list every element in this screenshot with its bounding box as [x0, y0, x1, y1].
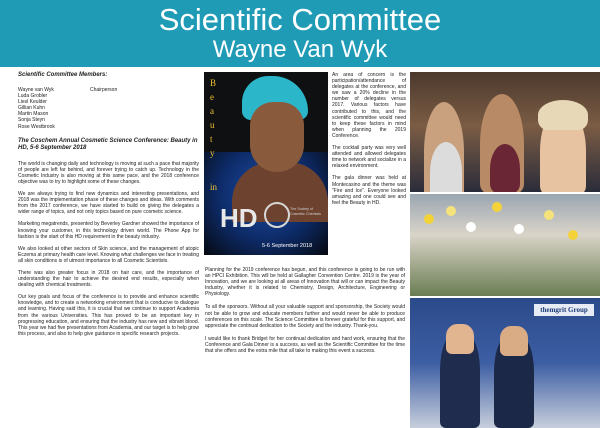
member-name: Gillian Kuhn [18, 105, 45, 112]
conference-heading: The Coschem Annual Cosmetic Science Conference: Beauty in HD, 5-6 September 2018 [18, 137, 198, 152]
member-name: Sonja Steyn [18, 117, 45, 124]
poster-face [250, 102, 304, 172]
poster-letter: B [210, 78, 217, 88]
body-paragraph: The cocktail party was very well attended and allowed delegates time to network and socialize in a relaxed environment. [332, 145, 406, 170]
committee-group-photo [410, 72, 600, 192]
photo-person-face [500, 326, 528, 356]
members-heading: Scientific Committee Members: [18, 72, 108, 78]
body-paragraph: An area of concern is the participation/attendance of delegates at the conference, and we saw a 20% decline in the number of delegates versus 2017. Various factors have contributed to this, and the scientific committee would need to keep these factors in mind when planning the 2019 Conference. [332, 72, 406, 139]
society-emblem-icon [264, 202, 290, 228]
body-paragraph: We also looked at other sectors of Skin science, and the management of atopic Eczema at primary health care level. Knowing what challenges we face in treating all skin conditions is of utmost importance to all Cosmetic Scientists. [18, 245, 199, 264]
member-name: Wayne van Wyk [18, 87, 54, 93]
poster-letter: u [210, 120, 215, 130]
poster-letter: a [210, 106, 214, 116]
gala-decor-photo [410, 194, 600, 296]
member-name: Luda Grobler [18, 93, 48, 100]
stand-banner: themgrit Group [534, 304, 594, 316]
member-row [18, 124, 199, 130]
flower-decor [492, 202, 502, 212]
body-paragraph: There was also greater focus in 2018 on hair care, and the importance of understanding the hair to achieve the desired end results, especially when dealing with chemical treatments. [18, 269, 199, 289]
member-name: Rose Westbrook [18, 123, 55, 130]
page-title: Scientific Committee [158, 2, 442, 37]
poster-hd-text: HD [220, 203, 258, 233]
photo-person-hair [538, 100, 588, 130]
flower-decor [424, 214, 434, 224]
header-banner [0, 0, 600, 67]
body-paragraph: Marketing megatrends, presented by Beverley Gardner showed the importance of knowing your customer, in this technology driven world. The Phone App for fashion is the start of this HD requirement in the beauty industry. [18, 221, 199, 240]
wide-column [205, 267, 405, 361]
body-paragraph: I would like to thank Bridget for her continual dedication and hard work, ensuring that the Conference and Gala Dinner is a success, as well as the Scientific Committee for the time that she offers and the extra mile that all take to making this event a success. [205, 335, 405, 355]
flower-decor [466, 222, 476, 232]
flower-decor [446, 206, 456, 216]
flower-decor [544, 210, 554, 220]
body-paragraph: We are always trying to find new dynamics and interesting presentations, and 2018 was the implementation phase of these changes and ideas. With comments from the 2017 conference, we have started to build on giving the delegates a wider range of topics, and not only topics based on pure cosmetic science. [18, 191, 199, 216]
middle-column [332, 72, 406, 212]
page-subtitle: Wayne Van Wyk [212, 36, 388, 63]
poster-letter: y [210, 148, 215, 158]
poster-in-text: in [210, 182, 218, 192]
photo-person-tie [490, 144, 520, 192]
body-paragraph: The gala dinner was held at Montecasino and the theme was "Fire and Ice". Everyone looked amazing and one could see and feel the Beauty in HD. [332, 175, 406, 206]
body-paragraph: To all the sponsors. Without all your valuable support and sponsorship, the Society would not be able to grow and educate members further and would never be able to produce conferences on this scale. The Science Committee is forever grateful for this support, and appreciate the continual dedication to the Society and the industry. Thank-you. [205, 304, 405, 329]
member-name: Martin Mason [18, 111, 49, 118]
exhibition-stand-photo [410, 298, 600, 428]
flower-decor [514, 224, 524, 234]
body-paragraph: Planning for the 2019 conference has begun, and this conference is going to be run with an HPCI Exhibition. This will be held at Gallagher Convention Centre. 2019 is the year of Innovation, and we are looking at all areas of Innovation that will or can impact the Beauty Industry, whether it is related to Chemistry, Design, Architecture, Engineering or Physiology. [205, 267, 405, 298]
member-role: Chairperson [90, 87, 118, 93]
member-name: Liesl Keulder [18, 99, 47, 106]
flower-decor [568, 230, 578, 240]
photo-person-face [446, 324, 474, 354]
conference-poster-image [204, 72, 328, 255]
members-list [18, 87, 199, 130]
poster-letter: t [210, 134, 213, 144]
poster-society-text: The Society of Cosmetic Chemists [290, 207, 321, 216]
poster-letter: e [210, 92, 214, 102]
poster-date: 5-6 September 2018 [262, 243, 313, 249]
body-paragraph: The world is changing daily and technology is moving at such a pace that majority of people are left far behind, and forever trying to catch up. Technology in the Cosmetic Industry is also moving at this same pace, and the 2018 conference objective was to try to highlight some of these changes. [18, 160, 199, 185]
left-column [18, 72, 199, 343]
body-paragraph: Our key goals and focus of the conference is to provide and enhance scientific knowledge, and to create a networking environment that is conducive to dialogue and learning. Having said this, it is crucial that we continue to support Academia from the various Universities. This has proved to be an important key in progressing education, and ensuring that the industry has new and vibrant blood. This year we had five presentations from Academia, and our target is to help grow this process, and also to help give guidance in specific research projects. [18, 294, 199, 337]
